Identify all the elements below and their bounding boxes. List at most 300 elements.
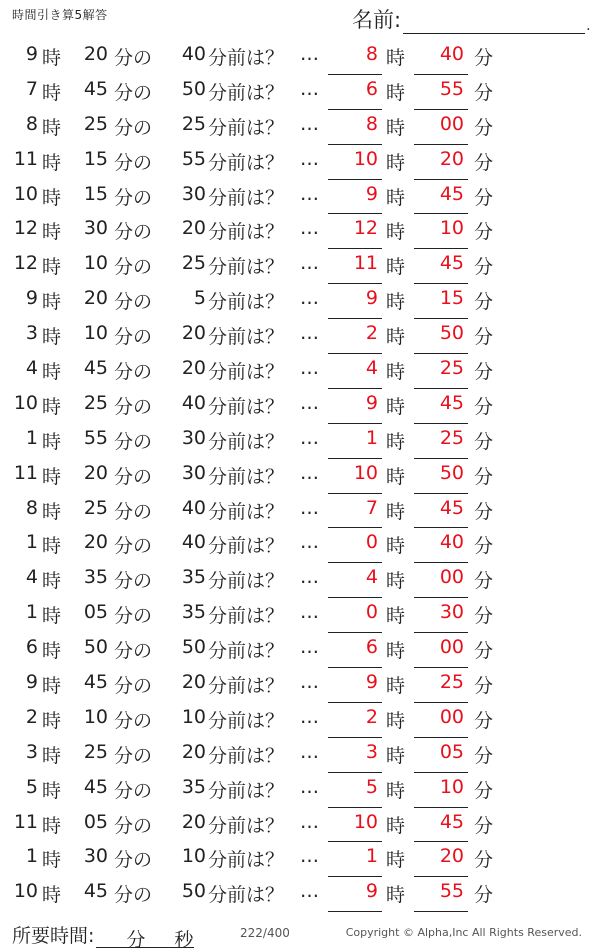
ellipsis: … (300, 496, 319, 519)
minutes-before: 20 (181, 810, 206, 833)
name-label: 名前: (352, 8, 402, 32)
problem-row (0, 180, 600, 215)
answer-hour[interactable]: 2 (365, 322, 378, 345)
problem-row (0, 424, 600, 459)
answer-minute[interactable]: 00 (439, 112, 464, 135)
minutes-before: 55 (181, 147, 206, 170)
problem-minute: 30 (83, 845, 108, 868)
problem-minute: 20 (83, 461, 108, 484)
answer-hour[interactable]: 5 (365, 775, 378, 798)
answer-minute[interactable]: 45 (439, 496, 464, 519)
ellipsis: … (300, 182, 319, 205)
hour-label: 時 (42, 779, 62, 802)
answer-hour[interactable]: 8 (365, 112, 378, 135)
problem-hour: 12 (13, 217, 38, 240)
answer-hour-label: 時 (386, 256, 406, 279)
minute-of-label: 分の (114, 570, 153, 593)
answer-minute[interactable]: 00 (439, 566, 464, 589)
problem-row (0, 528, 600, 563)
minute-of-label: 分の (114, 500, 153, 523)
answer-hour[interactable]: 6 (365, 636, 378, 659)
before-label: 分前は？ (208, 430, 285, 453)
minute-of-label: 分の (114, 675, 153, 698)
problem-row (0, 633, 600, 668)
answer-minute-label: 分 (474, 47, 494, 69)
before-label: 分前は？ (208, 779, 285, 802)
answer-hour-label: 時 (386, 81, 406, 104)
hour-label: 時 (42, 500, 62, 523)
problem-minute: 20 (83, 531, 108, 554)
problem-row (0, 668, 600, 703)
hour-label: 時 (42, 884, 62, 907)
answer-minute[interactable]: 45 (439, 391, 464, 414)
minute-of-label: 分の (114, 849, 153, 872)
minutes-before: 50 (181, 77, 206, 100)
answer-hour[interactable]: 2 (365, 705, 378, 728)
minutes-before: 25 (181, 252, 206, 275)
ellipsis: … (300, 705, 319, 728)
problem-hour: 11 (13, 810, 38, 833)
ellipsis: … (300, 845, 319, 868)
ellipsis: … (300, 775, 319, 798)
answer-minute[interactable]: 25 (439, 426, 464, 449)
problem-minute: 30 (83, 217, 108, 240)
answer-hour[interactable]: 9 (365, 287, 378, 310)
ellipsis: … (300, 77, 319, 100)
problem-hour: 9 (25, 43, 38, 65)
answer-hour-label: 時 (386, 221, 406, 244)
problem-minute: 10 (83, 252, 108, 275)
minute-of-label: 分の (114, 116, 153, 139)
answer-minute-label: 分 (474, 709, 494, 732)
answer-minute-underline (414, 911, 468, 912)
minutes-before: 10 (181, 845, 206, 868)
problem-minute: 20 (83, 287, 108, 310)
answer-minute-label: 分 (474, 186, 494, 209)
hour-label: 時 (42, 605, 62, 628)
minute-of-label: 分の (114, 430, 153, 453)
answer-minute-label: 分 (474, 640, 494, 663)
answer-hour[interactable]: 4 (365, 357, 378, 380)
problem-hour: 9 (25, 671, 38, 694)
before-label: 分前は？ (208, 675, 285, 698)
problem-row (0, 738, 600, 773)
minute-of-label: 分の (114, 709, 153, 732)
answer-minute-label: 分 (474, 395, 494, 418)
answer-hour[interactable]: 4 (365, 566, 378, 589)
answer-hour-label: 時 (386, 744, 406, 767)
answer-hour-label: 時 (386, 151, 406, 174)
ellipsis: … (300, 426, 319, 449)
before-label: 分前は？ (208, 186, 285, 209)
problem-row (0, 703, 600, 738)
minute-of-label: 分の (114, 47, 153, 69)
hour-label: 時 (42, 675, 62, 698)
page-number: 222/400 (240, 926, 290, 940)
minute-of-label: 分の (114, 535, 153, 558)
answer-hour[interactable]: 1 (365, 845, 378, 868)
before-label: 分前は？ (208, 116, 285, 139)
minute-of-label: 分の (114, 605, 153, 628)
hour-label: 時 (42, 256, 62, 279)
minutes-before: 40 (181, 391, 206, 414)
minutes-before: 40 (181, 496, 206, 519)
problem-hour: 2 (25, 705, 38, 728)
answer-minute-label: 分 (474, 605, 494, 628)
answer-hour-label: 時 (386, 884, 406, 907)
answer-minute[interactable]: 50 (439, 322, 464, 345)
ellipsis: … (300, 810, 319, 833)
hour-label: 時 (42, 570, 62, 593)
required-time-label: 所要時間: (12, 925, 95, 947)
hour-label: 時 (42, 326, 62, 349)
problem-row (0, 145, 600, 180)
answer-minute[interactable]: 25 (439, 671, 464, 694)
required-time-blank[interactable] (96, 925, 194, 951)
problem-hour: 1 (25, 845, 38, 868)
ellipsis: … (300, 671, 319, 694)
answer-hour[interactable]: 10 (353, 147, 378, 170)
before-label: 分前は？ (208, 605, 285, 628)
minute-of-label: 分の (114, 465, 153, 488)
hour-label: 時 (42, 640, 62, 663)
minutes-before: 20 (181, 217, 206, 240)
problem-row (0, 808, 600, 843)
answer-hour-label: 時 (386, 675, 406, 698)
answer-minute[interactable]: 20 (439, 147, 464, 170)
answer-minute-label: 分 (474, 744, 494, 767)
problem-minute: 25 (83, 496, 108, 519)
ellipsis: … (300, 357, 319, 380)
problem-list (0, 40, 600, 912)
ellipsis: … (300, 391, 319, 414)
answer-hour-label: 時 (386, 640, 406, 663)
hour-label: 時 (42, 116, 62, 139)
answer-hour[interactable]: 9 (365, 880, 378, 903)
problem-minute: 45 (83, 77, 108, 100)
answer-minute[interactable]: 40 (439, 43, 464, 65)
minutes-before: 20 (181, 322, 206, 345)
before-label: 分前は？ (208, 640, 285, 663)
minute-of-label: 分の (114, 779, 153, 802)
problem-minute: 20 (83, 43, 108, 65)
ellipsis: … (300, 531, 319, 554)
problem-hour: 11 (13, 147, 38, 170)
problem-row (0, 389, 600, 424)
problem-hour: 1 (25, 426, 38, 449)
problem-row (0, 563, 600, 598)
problem-row (0, 214, 600, 249)
minute-of-label: 分の (114, 291, 153, 314)
ellipsis: … (300, 636, 319, 659)
answer-hour[interactable]: 1 (365, 426, 378, 449)
minute-of-label: 分の (114, 186, 153, 209)
answer-hour[interactable]: 10 (353, 810, 378, 833)
before-label: 分前は？ (208, 814, 285, 837)
before-label: 分前は？ (208, 709, 285, 732)
problem-minute: 10 (83, 705, 108, 728)
answer-hour-label: 時 (386, 47, 406, 69)
before-label: 分前は？ (208, 291, 285, 314)
before-label: 分前は？ (208, 884, 285, 907)
answer-minute-label: 分 (474, 884, 494, 907)
answer-minute[interactable]: 00 (439, 705, 464, 728)
answer-minute[interactable]: 50 (439, 461, 464, 484)
minute-of-label: 分の (114, 395, 153, 418)
hour-label: 時 (42, 47, 62, 69)
minutes-before: 35 (181, 601, 206, 624)
answer-minute-label: 分 (474, 675, 494, 698)
minutes-before: 20 (181, 357, 206, 380)
minutes-before: 40 (181, 43, 206, 65)
answer-minute-label: 分 (474, 221, 494, 244)
answer-hour-label: 時 (386, 535, 406, 558)
answer-minute[interactable]: 45 (439, 182, 464, 205)
hour-label: 時 (42, 709, 62, 732)
problem-hour: 10 (13, 391, 38, 414)
problem-row (0, 773, 600, 808)
answer-hour-label: 時 (386, 849, 406, 872)
problem-minute: 05 (83, 810, 108, 833)
hour-label: 時 (42, 849, 62, 872)
answer-hour[interactable]: 11 (353, 252, 378, 275)
minutes-before: 30 (181, 461, 206, 484)
hour-label: 時 (42, 221, 62, 244)
answer-hour[interactable]: 9 (365, 182, 378, 205)
problem-row (0, 249, 600, 284)
hour-label: 時 (42, 465, 62, 488)
problem-hour: 8 (25, 496, 38, 519)
before-label: 分前は？ (208, 221, 285, 244)
minutes-before: 5 (193, 287, 206, 310)
answer-minute[interactable]: 45 (439, 810, 464, 833)
answer-hour-label: 時 (386, 709, 406, 732)
minute-of-label: 分の (114, 221, 153, 244)
answer-minute-label: 分 (474, 256, 494, 279)
answer-minute[interactable]: 55 (439, 880, 464, 903)
answer-hour-underline (328, 911, 382, 912)
problem-row (0, 459, 600, 494)
hour-label: 時 (42, 430, 62, 453)
minute-of-label: 分の (114, 361, 153, 384)
problem-hour: 10 (13, 880, 38, 903)
minutes-before: 30 (181, 182, 206, 205)
ellipsis: … (300, 217, 319, 240)
copyright: Copyright © Alpha,Inc All Rights Reserved. (345, 926, 582, 939)
before-label: 分前は？ (208, 326, 285, 349)
minutes-before: 25 (181, 112, 206, 135)
problem-minute: 25 (83, 112, 108, 135)
answer-minute[interactable]: 45 (439, 252, 464, 275)
answer-hour-label: 時 (386, 326, 406, 349)
answer-minute[interactable]: 20 (439, 845, 464, 868)
before-label: 分前は？ (208, 256, 285, 279)
problem-hour: 9 (25, 287, 38, 310)
minutes-before: 50 (181, 636, 206, 659)
problem-hour: 5 (25, 775, 38, 798)
answer-minute-label: 分 (474, 535, 494, 558)
required-time-seconds-unit: 秒 (174, 929, 194, 951)
answer-minute-label: 分 (474, 430, 494, 453)
answer-hour[interactable]: 7 (365, 496, 378, 519)
problem-row (0, 598, 600, 633)
hour-label: 時 (42, 361, 62, 384)
answer-minute-label: 分 (474, 849, 494, 872)
ellipsis: … (300, 252, 319, 275)
hour-label: 時 (42, 814, 62, 837)
problem-row (0, 110, 600, 145)
minute-of-label: 分の (114, 744, 153, 767)
answer-hour[interactable]: 9 (365, 671, 378, 694)
before-label: 分前は？ (208, 81, 285, 104)
hour-label: 時 (42, 744, 62, 767)
answer-minute-label: 分 (474, 361, 494, 384)
answer-hour-label: 時 (386, 814, 406, 837)
hour-label: 時 (42, 186, 62, 209)
answer-hour-label: 時 (386, 430, 406, 453)
hour-label: 時 (42, 81, 62, 104)
required-time (12, 921, 194, 951)
ellipsis: … (300, 147, 319, 170)
before-label: 分前は？ (208, 151, 285, 174)
answer-minute[interactable]: 40 (439, 531, 464, 554)
problem-hour: 11 (13, 461, 38, 484)
problem-hour: 3 (25, 740, 38, 763)
answer-hour[interactable]: 6 (365, 77, 378, 100)
problem-hour: 4 (25, 357, 38, 380)
problem-hour: 1 (25, 601, 38, 624)
problem-minute: 45 (83, 880, 108, 903)
answer-minute[interactable]: 30 (439, 601, 464, 624)
ellipsis: … (300, 740, 319, 763)
answer-hour[interactable]: 3 (365, 740, 378, 763)
answer-hour-label: 時 (386, 465, 406, 488)
answer-minute-label: 分 (474, 465, 494, 488)
answer-minute[interactable]: 00 (439, 636, 464, 659)
answer-hour-label: 時 (386, 500, 406, 523)
problem-row (0, 40, 600, 75)
answer-minute-label: 分 (474, 814, 494, 837)
answer-hour[interactable]: 0 (365, 601, 378, 624)
required-time-minutes-unit: 分 (126, 929, 146, 951)
minute-of-label: 分の (114, 151, 153, 174)
ellipsis: … (300, 566, 319, 589)
problem-minute: 15 (83, 182, 108, 205)
before-label: 分前は？ (208, 465, 285, 488)
problem-hour: 3 (25, 322, 38, 345)
answer-minute[interactable]: 05 (439, 740, 464, 763)
answer-hour[interactable]: 0 (365, 531, 378, 554)
minutes-before: 20 (181, 740, 206, 763)
problem-hour: 6 (25, 636, 38, 659)
ellipsis: … (300, 287, 319, 310)
problem-minute: 10 (83, 322, 108, 345)
before-label: 分前は？ (208, 47, 285, 69)
problem-minute: 45 (83, 671, 108, 694)
answer-minute[interactable]: 15 (439, 287, 464, 310)
problem-hour: 7 (25, 77, 38, 100)
minutes-before: 10 (181, 705, 206, 728)
minutes-before: 20 (181, 671, 206, 694)
answer-hour-label: 時 (386, 291, 406, 314)
footer (0, 921, 600, 951)
minutes-before: 35 (181, 775, 206, 798)
minute-of-label: 分の (114, 81, 153, 104)
before-label: 分前は？ (208, 395, 285, 418)
before-label: 分前は？ (208, 849, 285, 872)
minute-of-label: 分の (114, 814, 153, 837)
hour-label: 時 (42, 535, 62, 558)
answer-minute-label: 分 (474, 570, 494, 593)
name-field (352, 4, 591, 34)
problem-hour: 10 (13, 182, 38, 205)
problem-row (0, 75, 600, 110)
minute-of-label: 分の (114, 256, 153, 279)
name-blank[interactable] (403, 11, 585, 34)
answer-hour[interactable]: 12 (353, 217, 378, 240)
answer-hour-label: 時 (386, 570, 406, 593)
ellipsis: … (300, 601, 319, 624)
ellipsis: … (300, 880, 319, 903)
problem-minute: 25 (83, 391, 108, 414)
answer-minute[interactable]: 10 (439, 775, 464, 798)
problem-minute: 55 (83, 426, 108, 449)
problem-minute: 45 (83, 357, 108, 380)
answer-hour-label: 時 (386, 116, 406, 139)
answer-hour[interactable]: 8 (365, 43, 378, 65)
problem-minute: 35 (83, 566, 108, 589)
problem-hour: 8 (25, 112, 38, 135)
minute-of-label: 分の (114, 326, 153, 349)
minute-of-label: 分の (114, 884, 153, 907)
problem-minute: 05 (83, 601, 108, 624)
problem-minute: 45 (83, 775, 108, 798)
minute-of-label: 分の (114, 640, 153, 663)
answer-minute-label: 分 (474, 81, 494, 104)
worksheet-title: 時間引き算5解答 (12, 8, 108, 22)
problem-hour: 4 (25, 566, 38, 589)
answer-minute[interactable]: 55 (439, 77, 464, 100)
hour-label: 時 (42, 395, 62, 418)
ellipsis: … (300, 112, 319, 135)
answer-hour-label: 時 (386, 361, 406, 384)
name-end-dot: . (586, 18, 591, 34)
problem-row (0, 354, 600, 389)
ellipsis: … (300, 322, 319, 345)
answer-minute-label: 分 (474, 500, 494, 523)
answer-hour-label: 時 (386, 605, 406, 628)
problem-minute: 50 (83, 636, 108, 659)
answer-hour-label: 時 (386, 779, 406, 802)
before-label: 分前は？ (208, 570, 285, 593)
answer-minute-label: 分 (474, 779, 494, 802)
problem-row (0, 877, 600, 912)
before-label: 分前は？ (208, 500, 285, 523)
answer-hour[interactable]: 10 (353, 461, 378, 484)
minutes-before: 40 (181, 531, 206, 554)
answer-hour-label: 時 (386, 395, 406, 418)
ellipsis: … (300, 461, 319, 484)
answer-minute-label: 分 (474, 116, 494, 139)
minutes-before: 30 (181, 426, 206, 449)
problem-row (0, 494, 600, 529)
before-label: 分前は？ (208, 744, 285, 767)
answer-minute[interactable]: 10 (439, 217, 464, 240)
answer-minute[interactable]: 25 (439, 357, 464, 380)
answer-hour[interactable]: 9 (365, 391, 378, 414)
problem-row (0, 319, 600, 354)
answer-minute-label: 分 (474, 291, 494, 314)
